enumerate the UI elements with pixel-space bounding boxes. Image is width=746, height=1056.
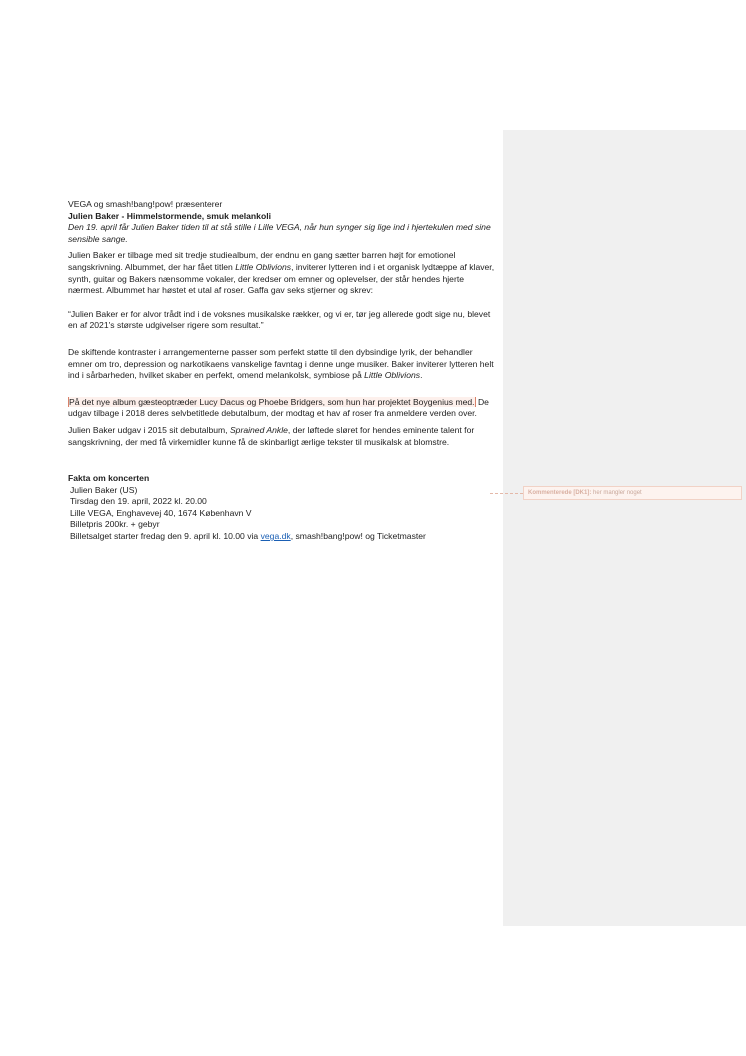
ticket-sale-text-b: , smash!bang!pow! og Ticketmaster (290, 531, 426, 542)
paragraph-2 (68, 347, 496, 382)
fact-price: Billetpris 200kr. + gebyr (70, 519, 160, 530)
paragraph-4-text-b: , der løftede sløret for hendes eminente talent for sangskrivning, der med få virkemidler kunne få de skinbarligt ærlige tekster til musikalsk at blomstre. (68, 424, 475, 447)
paragraph-4 (68, 425, 496, 448)
album-title: Sprained Ankle (229, 424, 288, 435)
comment-pane (503, 130, 746, 926)
fact-date: Tirsdag den 19. april, 2022 kl. 20.00 (70, 496, 207, 507)
comment-balloon[interactable] (523, 486, 742, 500)
paragraph-3 (68, 397, 496, 420)
paragraph-1-text-b: , inviterer lytteren ind i et organisk lydtæppe af klaver, synth, guitar og Bakers nænsomme vokaler, der kredser om emner og oplevelser, der står hendes hjerte nærmest. Albummet har høstet et utal af roser. Gaffa gav seks stjerner og skrev: (68, 261, 495, 296)
document-body (68, 199, 496, 543)
fact-ticket-sale (68, 531, 496, 543)
comment-author: Kommenterede [DK1]: (528, 490, 592, 496)
paragraph-1-text-a: Julien Baker er tilbage med sit tredje studiealbum, der endnu en gang sætter barren højt for emotionel sangskrivning. Albummet, der har fået titlen (68, 250, 456, 272)
comment-text: her mangler noget (593, 490, 642, 496)
fact-artist: Julien Baker (US) (70, 484, 138, 495)
album-title: Little Oblivions (364, 370, 421, 381)
paragraph-2-text-a: De skiftende kontraster i arrangementerne passer som perfekt støtte til den dybsindige lyrik, der behandler emner om tro, depression og narkotikaens vanskelige favntag i denne unge musiker. Baker inviterer lytteren helt ind i sårbarheden, hvilket skaber en perfekt, omend melankolsk, symbiose på (68, 346, 494, 381)
paragraph-2-text-b: . (420, 370, 423, 381)
commented-text[interactable]: På det nye album gæsteoptræder Lucy Dacus og Phoebe Bridgers, som hun har projektet Boygenius med. (69, 396, 475, 407)
paragraph-3-text: De udgav tilbage i 2018 deres selvbetitlede debutalbum, der modtag et hav af roser fra anmeldere verden over. (68, 396, 489, 419)
facts-heading: Fakta om koncerten (68, 473, 150, 484)
album-title: Little Oblivions (235, 261, 292, 272)
ticket-sale-text-a: Billetsalget starter fredag den 9. april kl. 10.00 via (70, 531, 261, 542)
headline: Julien Baker - Himmelstormende, smuk melankoli (68, 210, 271, 221)
fact-venue: Lille VEGA, Enghavevej 40, 1674 København V (70, 507, 252, 518)
lede: Den 19. april får Julien Baker tiden til at stå stille i Lille VEGA, når hun synger sig lige ind i hjertekulen med sine sensible sange. (68, 222, 491, 244)
paragraph-1 (68, 250, 496, 296)
comment-connector (490, 493, 523, 494)
quote: “Julien Baker er for alvor trådt ind i de voksnes musikalske rækker, og vi er, tør jeg allerede godt sige nu, blevet en af 2021's største udgivelser rigere som resultat.” (68, 308, 491, 331)
vega-link[interactable]: vega.dk (260, 531, 291, 542)
paragraph-4-text-a: Julien Baker udgav i 2015 sit debutalbum, (68, 424, 230, 435)
presenter-line: VEGA og smash!bang!pow! præsenterer (68, 199, 223, 209)
